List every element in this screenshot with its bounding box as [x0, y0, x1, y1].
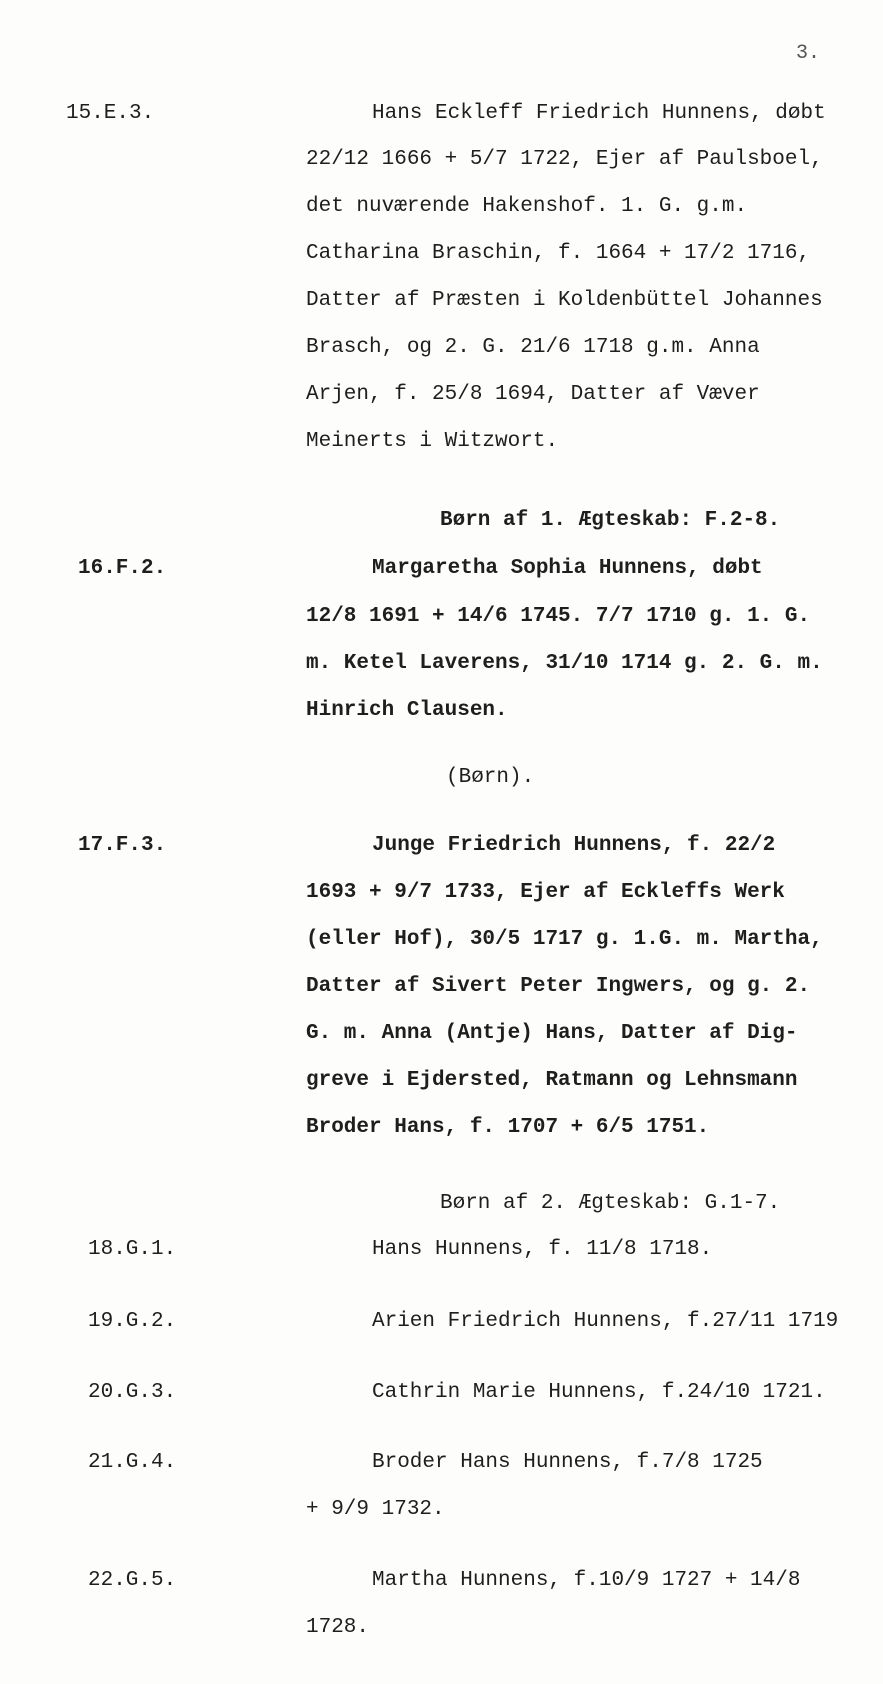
entry-code: 17.F.3.	[78, 834, 167, 857]
entry-code: 19.G.2.	[88, 1310, 177, 1333]
entry-line: (eller Hof), 30/5 1717 g. 1.G. m. Martha,	[306, 928, 823, 951]
entry-line: Junge Friedrich Hunnens, f. 22/2	[372, 834, 776, 857]
entry-line: Margaretha Sophia Hunnens, døbt	[372, 557, 763, 580]
entry-line: G. m. Anna (Antje) Hans, Datter af Dig-	[306, 1022, 798, 1045]
entry-code: 15.E.3.	[66, 102, 155, 125]
entry-line: Broder Hans, f. 1707 + 6/5 1751.	[306, 1116, 710, 1139]
entry-line: 1728.	[306, 1616, 370, 1639]
entry-line: Catharina Braschin, f. 1664 + 17/2 1716,	[306, 242, 811, 265]
entry-code: 20.G.3.	[88, 1381, 177, 1404]
entry-line: Datter af Sivert Peter Ingwers, og g. 2.	[306, 975, 811, 998]
section-heading: Børn af 2. Ægteskab: G.1-7.	[440, 1192, 781, 1215]
entry-line: + 9/9 1732.	[306, 1498, 445, 1521]
entry-line: 22/12 1666 + 5/7 1722, Ejer af Paulsboel,	[306, 148, 823, 171]
entry-line: Broder Hans Hunnens, f.7/8 1725	[372, 1451, 763, 1474]
entry-code: 18.G.1.	[88, 1238, 177, 1261]
entry-line: Arjen, f. 25/8 1694, Datter af Væver	[306, 383, 760, 406]
entry-line: 1693 + 9/7 1733, Ejer af Eckleffs Werk	[306, 881, 785, 904]
section-heading: (Børn).	[446, 766, 535, 789]
entry-line: Hans Hunnens, f. 11/8 1718.	[372, 1238, 713, 1261]
entry-code: 16.F.2.	[78, 557, 167, 580]
entry-line: 12/8 1691 + 14/6 1745. 7/7 1710 g. 1. G.	[306, 605, 811, 628]
page-number: 3.	[796, 42, 821, 65]
entry-line: Hinrich Clausen.	[306, 699, 508, 722]
entry-line: Hans Eckleff Friedrich Hunnens, døbt	[372, 102, 826, 125]
entry-line: Datter af Præsten i Koldenbüttel Johannes	[306, 289, 823, 312]
entry-line: Meinerts i Witzwort.	[306, 430, 559, 453]
entry-line: Brasch, og 2. G. 21/6 1718 g.m. Anna	[306, 336, 760, 359]
section-heading: Børn af 1. Ægteskab: F.2-8.	[440, 509, 781, 532]
entry-line: Arien Friedrich Hunnens, f.27/11 1719	[372, 1310, 839, 1333]
entry-line: m. Ketel Laverens, 31/10 1714 g. 2. G. m.	[306, 652, 823, 675]
entry-line: det nuværende Hakenshof. 1. G. g.m.	[306, 195, 748, 218]
entry-line: greve i Ejdersted, Ratmann og Lehnsmann	[306, 1069, 798, 1092]
entry-code: 21.G.4.	[88, 1451, 177, 1474]
entry-line: Cathrin Marie Hunnens, f.24/10 1721.	[372, 1381, 826, 1404]
entry-code: 22.G.5.	[88, 1569, 177, 1592]
entry-line: Martha Hunnens, f.10/9 1727 + 14/8	[372, 1569, 801, 1592]
